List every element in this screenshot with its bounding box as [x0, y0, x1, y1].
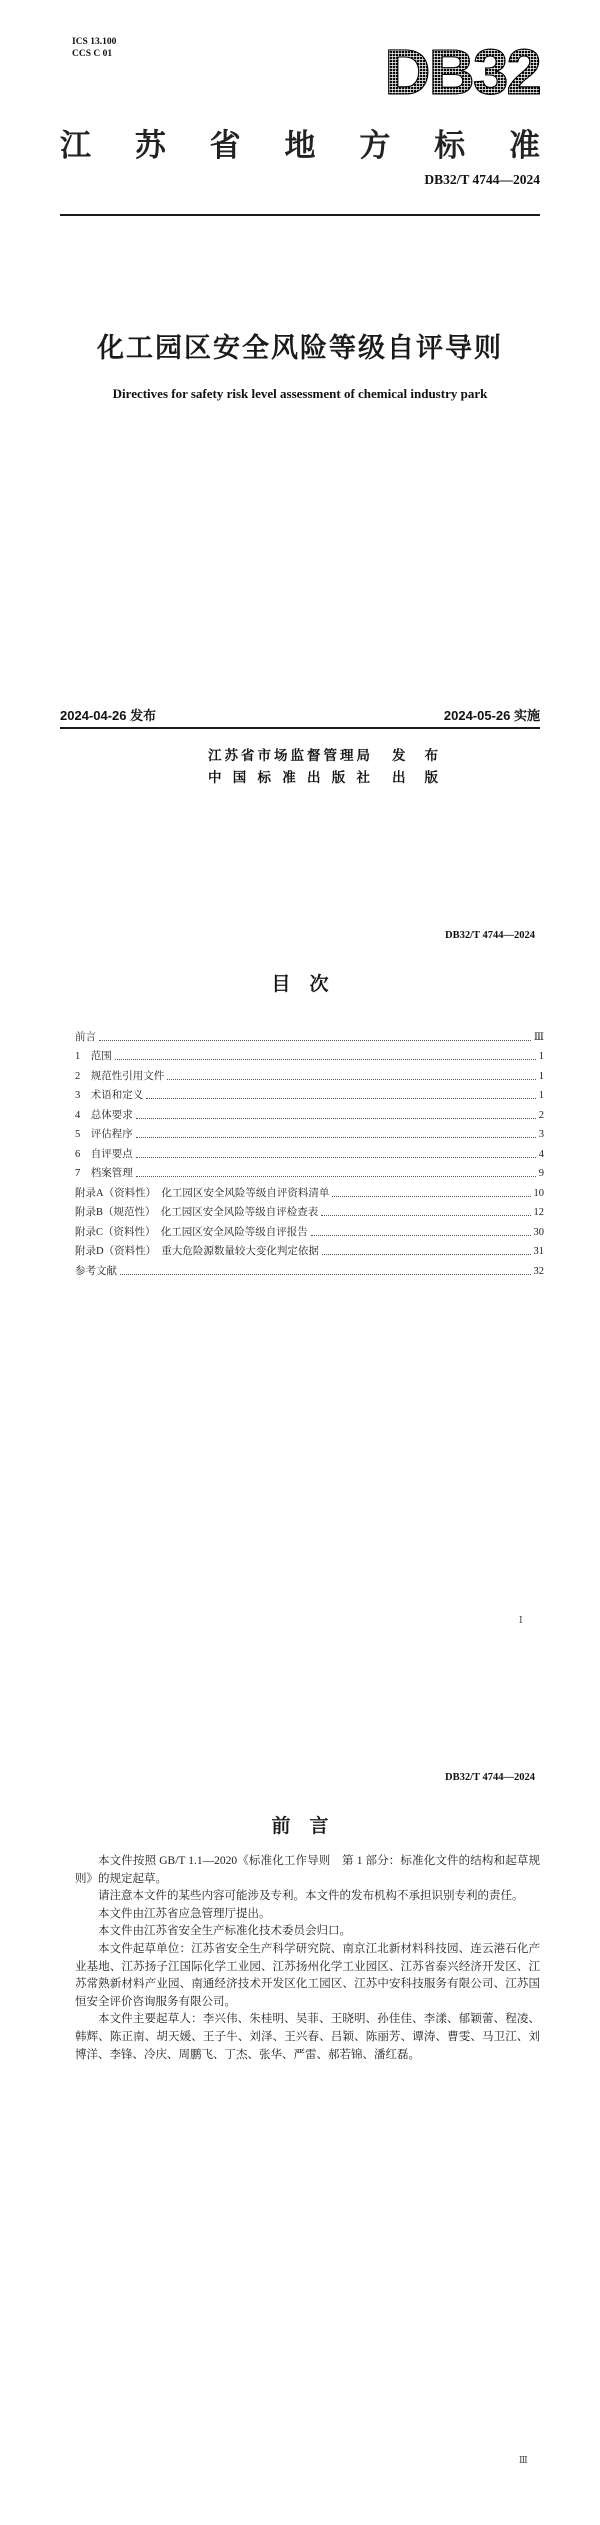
- cover-dates-row: [60, 705, 540, 724]
- cover-bottom-rule: [60, 727, 540, 729]
- toc-entry-label: 4 总体要求: [75, 1109, 133, 1121]
- cover-top-rule: [60, 214, 540, 216]
- toc-entry-label: 2 规范性引用文件: [75, 1070, 165, 1082]
- toc-entry-label: 6 自评要点: [75, 1148, 133, 1160]
- toc-entry: [75, 1219, 544, 1239]
- ics-code: ICS 13.100: [72, 37, 117, 47]
- toc-heading: 目 次: [271, 974, 329, 995]
- toc-dot-leader: [332, 1196, 530, 1197]
- publisher-press-org: 中国标准出版社: [208, 770, 370, 785]
- toc-entry: [75, 1044, 544, 1064]
- foreword-running-header: DB32/T 4744—2024: [445, 1772, 535, 1783]
- foreword-paragraph: 本文件按照 GB/T 1.1—2020《标准化工作导则 第 1 部分：标准化文件的结构和起草规则》的规定起草。: [75, 1855, 540, 1885]
- toc-entry: [75, 1258, 544, 1278]
- implement-date: 2024-05-26 实施: [443, 708, 540, 723]
- toc-entry-page: 2: [538, 1109, 544, 1121]
- foreword-paragraph: 本文件由江苏省应急管理厅提出。: [98, 1907, 271, 1920]
- toc-entry: [75, 1141, 544, 1161]
- toc-dot-leader: [136, 1176, 536, 1177]
- db32-logo: [340, 34, 540, 111]
- foreword-paragraph: 本文件由江苏省安全生产标准化技术委员会归口。: [98, 1925, 351, 1938]
- toc-entry-page: 10: [533, 1187, 544, 1199]
- toc-dot-leader: [99, 1040, 531, 1041]
- publisher-press-action: 出 版: [392, 770, 438, 785]
- toc-entry-label: 1 范围: [75, 1051, 112, 1062]
- toc-entry-page: 1: [538, 1090, 544, 1101]
- toc-list: [75, 1024, 544, 1278]
- publisher-press-row: [208, 766, 438, 786]
- toc-entry-label: 附录C（资料性） 化工园区安全风险等级自评报告: [75, 1226, 308, 1238]
- publisher-issue-row: [208, 744, 438, 764]
- toc-entry-page: 9: [538, 1168, 544, 1179]
- ccs-code: CCS C 01: [72, 49, 113, 59]
- toc-entry-page: 30: [533, 1226, 544, 1238]
- toc-entry-label: 5 评估程序: [75, 1129, 133, 1140]
- toc-entry: [75, 1063, 544, 1083]
- toc-dot-leader: [136, 1137, 536, 1138]
- toc-dot-leader: [115, 1059, 536, 1060]
- toc-entry: [75, 1180, 544, 1200]
- toc-entry-page: 1: [538, 1070, 544, 1082]
- toc-entry-label: 附录B（规范性） 化工园区安全风险等级自评检查表: [75, 1207, 319, 1218]
- toc-running-header: DB32/T 4744—2024: [445, 930, 535, 941]
- document-title-en: Directives for safety risk level assessment of chemical industry park: [112, 386, 488, 401]
- publisher-issue-action: 发 布: [392, 748, 438, 763]
- toc-entry-label: 附录D（资料性） 重大危险源数量较大变化判定依据: [75, 1246, 319, 1257]
- foreword-heading: 前 言: [271, 1816, 329, 1837]
- toc-dot-leader: [120, 1274, 531, 1275]
- toc-dot-leader: [136, 1157, 536, 1158]
- toc-entry-label: 3 术语和定义: [75, 1090, 144, 1101]
- foreword-paragraph: 本文件起草单位：江苏省安全生产科学研究院、南京江北新材料科技园、连云港石化产业基地、江苏扬子江国际化学工业园、江苏扬州化学工业园区、江苏省泰兴经济开发区、江苏常熟新材料产业园、南通经济技术开发区化工园区、江苏中安科技服务有限公司、江苏国恒安全评价咨询服务有限公司。: [75, 1942, 540, 2008]
- toc-entry-page: 12: [533, 1207, 544, 1218]
- publisher-issue-org: 江苏省市场监督管理局: [208, 748, 370, 763]
- toc-entry-page: 1: [538, 1051, 544, 1062]
- toc-dot-leader: [311, 1235, 531, 1236]
- db32-logo-graphic: [340, 34, 540, 106]
- toc-entry: [75, 1122, 544, 1142]
- standard-number-cover: DB32/T 4744—2024: [424, 172, 540, 187]
- toc-dot-leader: [167, 1079, 536, 1080]
- toc-entry-label: 7 档案管理: [75, 1168, 133, 1179]
- toc-entry-page: 4: [538, 1148, 544, 1160]
- foreword-paragraph: 请注意本文件的某些内容可能涉及专利。本文件的发布机构不承担识别专利的责任。: [98, 1890, 524, 1903]
- ics-ccs-codes: [72, 36, 116, 60]
- toc-page-number: Ⅰ: [519, 1615, 523, 1625]
- toc-entry-page: 32: [533, 1265, 544, 1277]
- toc-entry: [75, 1102, 544, 1122]
- toc-entry-label: 前言: [75, 1031, 96, 1043]
- toc-dot-leader: [322, 1254, 531, 1255]
- document-title-zh: 化工园区安全风险等级自评导则: [97, 333, 503, 363]
- toc-entry: [75, 1024, 544, 1044]
- toc-entry: [75, 1161, 544, 1181]
- foreword-page-number: Ⅲ: [519, 2455, 528, 2465]
- standard-type-title: 江苏省地方标准: [60, 128, 540, 163]
- toc-entry: [75, 1239, 544, 1259]
- db32-logo-text: DB32: [384, 36, 540, 106]
- toc-entry-label: 附录A（资料性） 化工园区安全风险等级自评资料清单: [75, 1187, 330, 1199]
- toc-entry-page: Ⅲ: [533, 1031, 544, 1043]
- toc-entry: [75, 1200, 544, 1220]
- foreword-paragraph: 本文件主要起草人：李兴伟、朱桂明、吴菲、王晓明、孙佳佳、李漾、郁颖蕾、程凌、韩辉、陈正南、胡天媛、王子牛、刘泽、王兴春、吕颖、陈丽芳、谭涛、曹雯、马卫江、刘博洋、李锋、冷庆、周鹏飞、丁杰、张华、严雷、郝若锦、潘红磊。: [75, 2013, 540, 2061]
- foreword-body: [75, 1853, 540, 2064]
- toc-entry: [75, 1083, 544, 1103]
- toc-dot-leader: [146, 1098, 536, 1099]
- toc-dot-leader: [136, 1118, 536, 1119]
- toc-entry-label: 参考文献: [75, 1265, 117, 1277]
- toc-dot-leader: [321, 1215, 530, 1216]
- issue-date: 2024-04-26 发布: [60, 708, 157, 723]
- toc-entry-page: 31: [533, 1246, 544, 1257]
- toc-entry-page: 3: [538, 1129, 544, 1140]
